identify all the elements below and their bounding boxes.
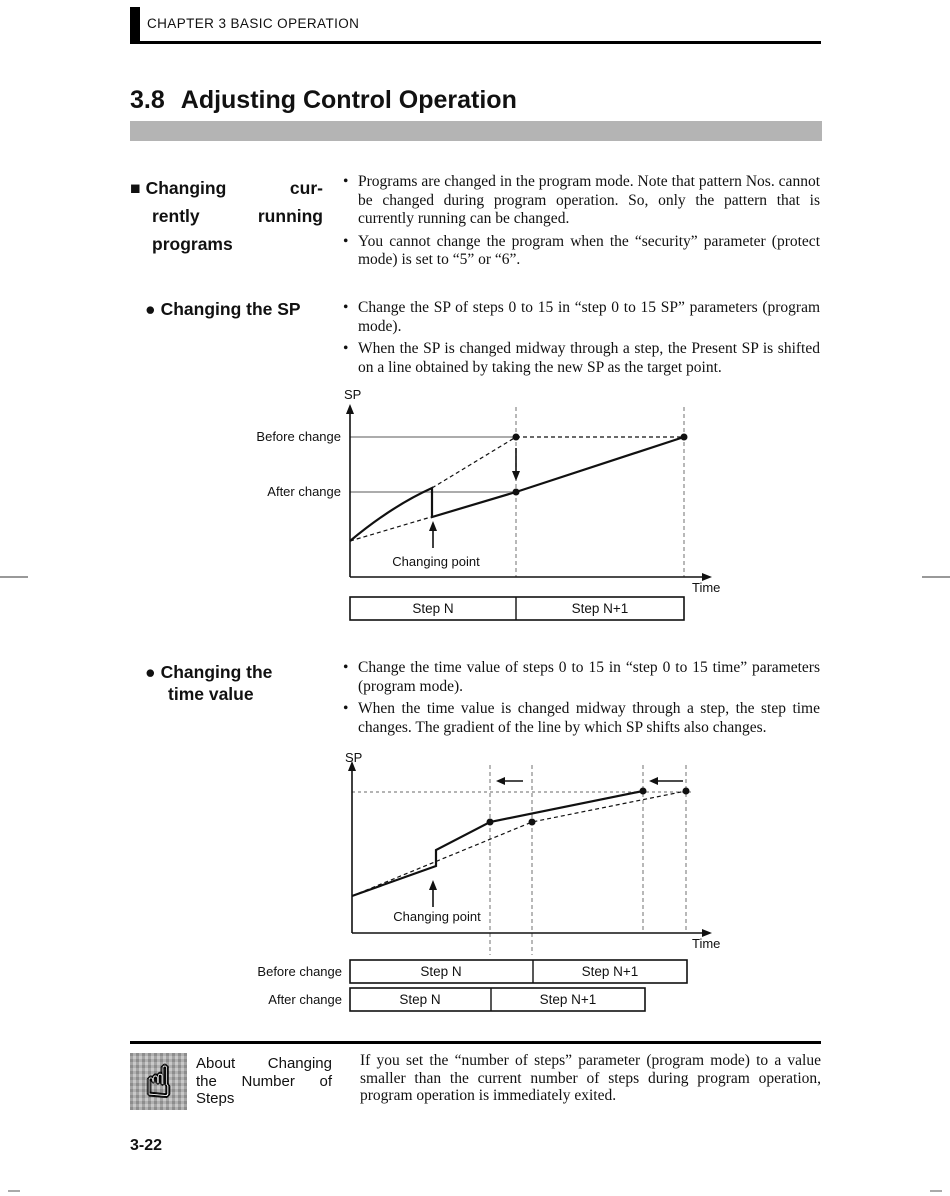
bullet-icon: • (343, 299, 349, 316)
y-axis-label: SP (344, 387, 362, 402)
bottom-right-trim-mark (930, 1190, 942, 1192)
heading-line: Changing cur- (145, 178, 323, 198)
time-shift-arrow-step-n1 (649, 777, 683, 785)
grid-dashed-verticals (516, 407, 684, 577)
changing-point-arrow (429, 521, 437, 548)
x-axis-label: Time (692, 936, 721, 951)
bullet-text: Programs are changed in the program mode. Note that pattern Nos. cannot be changed during program operation. So, only the pattern that is currently running can be changed. (358, 173, 820, 227)
before-change-label: Before change (256, 429, 341, 444)
round-bullet-icon: ● (145, 662, 156, 682)
step-n1-cell: Step N+1 (539, 992, 597, 1007)
page-number: 3-22 (130, 1137, 163, 1154)
changing-point-arrow (429, 880, 437, 907)
list-item (343, 173, 820, 229)
step-n1-cell: Step N+1 (571, 601, 629, 616)
after-change-step-table (268, 988, 645, 1011)
bullet-text: You cannot change the program when the “security” parameter (protect mode) is set to “5” or “6”. (358, 232, 820, 268)
y-axis-arrowhead (346, 404, 354, 414)
chapter-tab-bar (130, 7, 140, 42)
note-title (196, 1055, 332, 1108)
bullet-list-time (343, 659, 820, 741)
heading-line: programs (152, 234, 233, 254)
heading-changing-time (145, 661, 360, 705)
before-change-label: Before change (257, 964, 342, 979)
y-axis-label: SP (345, 750, 363, 765)
before-change-step-table (257, 960, 687, 983)
round-bullet-icon: ● (145, 299, 156, 319)
actual-sp-trajectory (352, 791, 643, 896)
list-item (343, 233, 820, 270)
step-n-cell: Step N (412, 601, 454, 616)
original-trajectory-dashed (352, 791, 686, 896)
bullet-icon: • (343, 700, 349, 717)
heading-changing-sp (145, 299, 360, 320)
x-axis-label: Time (692, 580, 721, 595)
note-title-line: the Number of (196, 1072, 332, 1090)
grid-dashed-verticals (490, 765, 686, 955)
hand-glyph: ☝ (145, 1057, 172, 1106)
heading-line: Changing the SP (160, 299, 301, 319)
after-change-label: After change (267, 484, 341, 499)
reference-levels (350, 437, 516, 492)
bullet-list-programs (343, 173, 820, 274)
sp-change-diagram (236, 383, 722, 625)
step-n1-cell: Step N+1 (581, 964, 639, 979)
page-title: Adjusting Control Operation (180, 86, 517, 114)
chapter-header: CHAPTER 3 BASIC OPERATION (147, 16, 360, 31)
bullet-icon: • (343, 232, 349, 250)
shift-down-arrow (512, 448, 520, 481)
section-number: 3.8 (130, 86, 165, 114)
pointing-hand-icon (130, 1053, 187, 1110)
note-rule (130, 1041, 821, 1044)
bullet-text: Change the SP of steps 0 to 15 in “step 0 to 15 SP” parameters (program mode). (358, 299, 820, 335)
bullet-icon: • (343, 340, 349, 357)
bullet-icon: • (343, 173, 349, 190)
right-trim-mark (922, 576, 950, 578)
step-n-cell: Step N (420, 964, 462, 979)
section-heading (130, 86, 517, 115)
bullet-icon: • (343, 659, 349, 676)
list-item (343, 340, 820, 377)
list-item (343, 299, 820, 336)
changing-point-label: Changing point (393, 909, 481, 924)
changing-point-label: Changing point (392, 554, 480, 569)
note-title-line: Steps (196, 1090, 235, 1107)
bullet-text: When the time value is changed midway through a step, the step time changes. The gradient of the line by which SP shifts also changes. (358, 700, 820, 736)
bullet-text: When the SP is changed midway through a step, the Present SP is shifted on a line obtained by taking the new SP as the target point. (358, 340, 820, 376)
step-n-cell: Step N (399, 992, 441, 1007)
heading-line: Changing the (160, 662, 273, 682)
data-points (487, 788, 690, 826)
section-title-bar (130, 121, 822, 141)
note-title-line: About Changing (196, 1055, 332, 1072)
heading-line: rently running (152, 206, 323, 226)
bottom-left-trim-mark (8, 1190, 20, 1192)
left-trim-mark (0, 576, 28, 578)
square-bullet-icon: ■ (130, 178, 141, 198)
after-change-label: After change (268, 992, 342, 1007)
heading-changing-programs (130, 174, 323, 258)
list-item (343, 700, 820, 737)
list-item (343, 659, 820, 696)
note-text: If you set the “number of steps” parameter (program mode) to a value smaller than the current number of steps during program operation, program operation is immediately exited. (360, 1052, 821, 1104)
bullet-list-sp (343, 299, 820, 381)
time-shift-arrow-step-n (496, 777, 523, 785)
bullet-text: Change the time value of steps 0 to 15 in “step 0 to 15 time” parameters (program mode). (358, 659, 820, 695)
heading-line: time value (168, 684, 254, 704)
time-change-diagram (236, 748, 722, 1016)
step-table (350, 597, 684, 620)
chapter-header-rule (130, 41, 821, 44)
